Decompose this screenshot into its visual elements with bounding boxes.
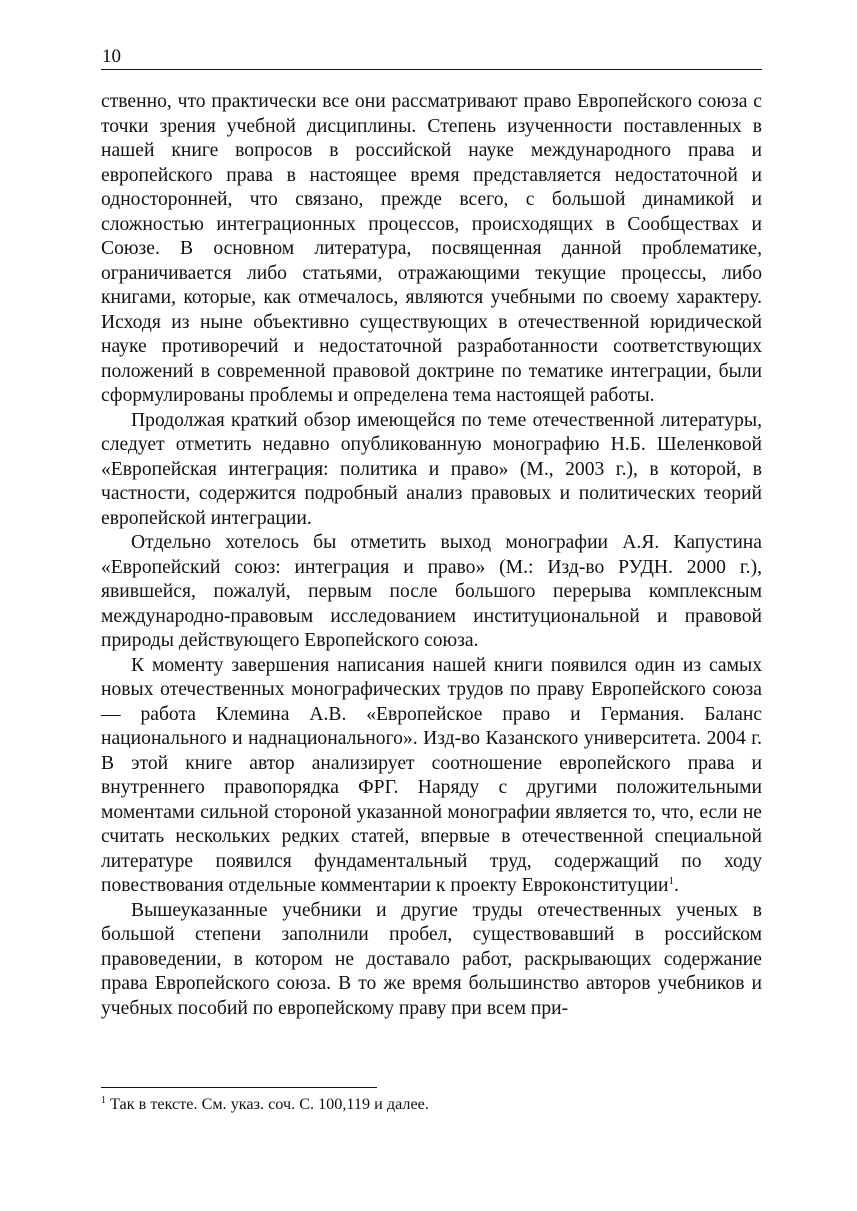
page-number: 10 xyxy=(102,46,121,67)
page xyxy=(101,46,762,1021)
paragraph-1-text: ственно, что практически все они рассматривают право Европейского союза с точки зрения учебной дисциплины. Степень изученности поставленных в нашей книге вопросов в российской науке международного права и европейского права в настоящее время представляется недостаточной и односторонней, что связано, прежде всего, с большой динамикой и сложностью интеграционных процессов, происходящих в Сообществах и Союзе. В основном литература, посвященная данной проблематике, ограничивается либо статьями, отражающими текущие процессы, либо книгами, которые, как отмечалось, являются учебными по своему характеру. Исходя из ныне объективно существующих в отечественной юридической науке противоречий и недостаточной разработанности соответствующих положений в современной правовой доктрине по тематике интеграции, были сформулированы проблемы и определена тема настоящей работы. xyxy=(101,91,762,406)
paragraph-2 xyxy=(101,409,762,532)
footnote-text: Так в тексте. См. указ. соч. С. 100,119 и далее. xyxy=(106,1095,429,1113)
paragraph-3 xyxy=(101,531,762,654)
paragraph-2-text: Продолжая краткий обзор имеющейся по теме отечественной литературы, следует отметить недавно опубликованную монографию Н.Б. Шеленковой «Европейская интеграция: политика и право» (М., 2003 г.), в которой, в частности, содержится подробный анализ правовых и политических теорий европейской интеграции. xyxy=(101,409,762,529)
paragraph-1 xyxy=(101,90,762,409)
paragraph-5-text: Вышеуказанные учебники и другие труды отечественных ученых в большой степени заполнили пробел, существовавший в российском правоведении, в котором не доставало работ, раскрывающих содержание права Европейского союза. В то же время большинство авторов учебников и учебных пособий по европейскому праву при всем при- xyxy=(101,899,762,1019)
paragraph-3-text: Отдельно хотелось бы отметить выход монографии А.Я. Капустина «Европейский союз: интеграция и право» (М.: Изд-во РУДН. 2000 г.), явившейся, пожалуй, первым после большого перерыва комплексным международно-правовым исследованием институциональной и правовой природы действующего Европейского союза. xyxy=(101,532,762,651)
header-rule xyxy=(101,69,762,70)
footnote-reference[interactable]: 1 xyxy=(668,875,675,887)
paragraph-4 xyxy=(101,654,762,899)
footnote-marker: 1 xyxy=(101,1095,106,1106)
paragraph-4-end: . xyxy=(674,875,679,896)
paragraph-5 xyxy=(101,899,762,1022)
footnote xyxy=(101,1094,762,1114)
body-text xyxy=(101,90,762,1021)
footnote-rule xyxy=(101,1087,377,1088)
paragraph-4-text: К моменту завершения написания нашей книги появился один из самых новых отечественных монографических трудов по праву Европейского союза — работа Клемина А.В. «Европейское право и Германия. Баланс национального и наднационального». Изд-во Казанского университета. 2004 г. В этой книге автор анализирует соотношение европейского права и внутреннего правопорядка ФРГ. Наряду с другими положительными моментами сильной стороной указанной монографии является то, что, если не считать нескольких редких статей, впервые в отечественной специальной литературе появился фундаментальный труд, содержащий по ходу повествования отдельные комментарии к проекту Евроконституции xyxy=(101,654,762,896)
